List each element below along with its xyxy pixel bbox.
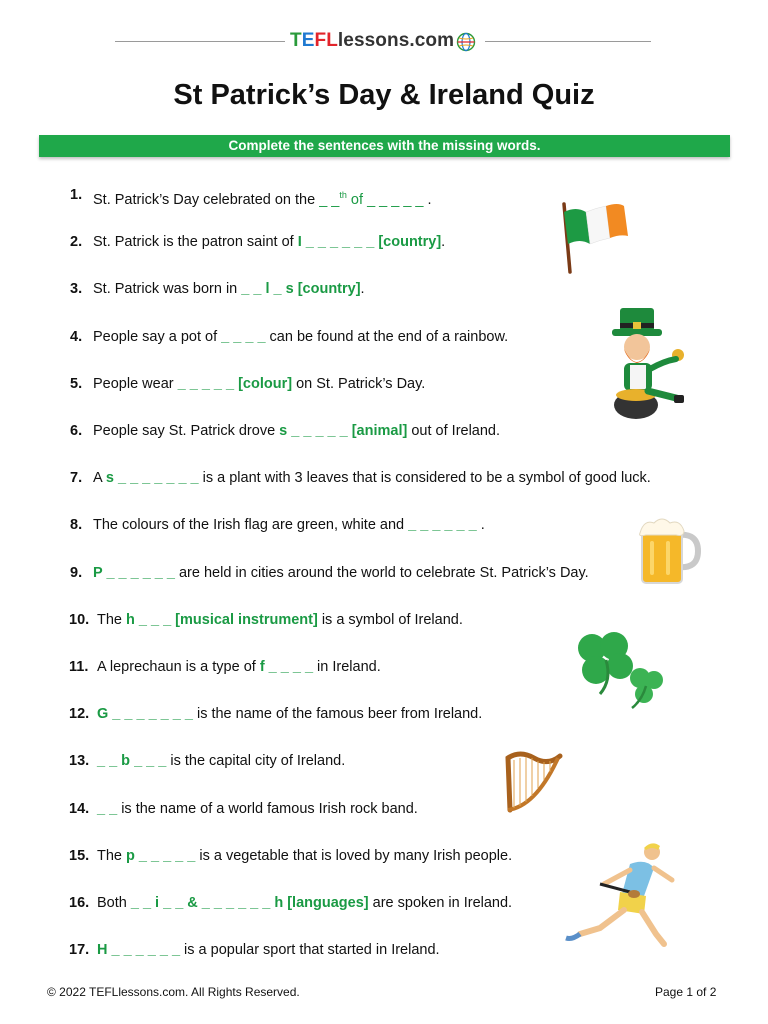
question-text <box>93 514 485 536</box>
question-number: 15. <box>69 847 90 864</box>
question-fragment: . <box>476 517 485 534</box>
answer-blank: _ _ _ _ _ <box>367 192 424 208</box>
answer-blank: _ _ b _ _ _ <box>97 753 167 770</box>
question-text <box>97 892 512 914</box>
question-fragment: St. Patrick’s Day celebrated on the <box>93 192 320 208</box>
question-fragment: Both <box>97 895 131 911</box>
leprechaun-icon <box>600 303 690 423</box>
copyright-text: © 2022 TEFLlessons.com. All Rights Reserved. <box>47 985 300 999</box>
question-number: 16. <box>69 895 90 911</box>
question-fragment: is the name of the famous beer from Ireland. <box>192 706 483 723</box>
question-fragment: in Ireland. <box>313 659 381 675</box>
answer-blank: of <box>346 192 368 208</box>
question-fragment: People say St. Patrick drove <box>93 423 280 439</box>
answer-blank: p _ _ _ _ _ <box>126 847 196 864</box>
question-text <box>97 845 512 867</box>
question-text <box>97 750 345 772</box>
question-fragment: is the capital city of Ireland. <box>166 753 346 770</box>
question-fragment: is a symbol of Ireland. <box>317 611 463 628</box>
shamrock-icon <box>566 624 668 710</box>
answer-blank: _ _ <box>319 192 340 208</box>
answer-blank: I _ _ _ _ _ _ [country] <box>297 234 442 251</box>
question-fragment: is a popular sport that started in Ireland. <box>180 942 440 959</box>
question-text <box>93 420 500 442</box>
question-text <box>97 609 463 631</box>
question-text <box>97 703 482 725</box>
question-number: 8. <box>70 517 83 534</box>
question-number: 11. <box>69 659 89 675</box>
question-text <box>93 467 651 489</box>
question-number: 5. <box>70 375 83 392</box>
irish-flag-icon <box>548 196 632 274</box>
question-text <box>93 373 425 395</box>
question-text <box>93 231 445 253</box>
question-fragment: The <box>97 847 127 864</box>
question-number: 1. <box>70 187 83 203</box>
answer-blank: _ _ l _ s [country] <box>241 281 361 298</box>
answer-blank: th <box>339 190 347 200</box>
question-number: 12. <box>69 706 90 723</box>
answer-blank: s _ _ _ _ _ _ _ <box>105 470 199 487</box>
question-text <box>97 656 381 678</box>
harp-icon <box>500 748 564 814</box>
answer-blank: P _ _ _ _ _ _ <box>93 564 175 581</box>
question-number: 9. <box>70 564 83 581</box>
question-number: 13. <box>69 753 90 770</box>
question-text <box>93 278 365 300</box>
question-fragment: The <box>97 611 127 628</box>
question-fragment: The colours of the Irish flag are green, white and <box>93 517 409 534</box>
question-fragment: People wear <box>93 375 178 392</box>
question-fragment: . <box>360 281 365 298</box>
question-fragment: out of Ireland. <box>407 423 501 439</box>
question-fragment: is a vegetable that is loved by many Irish people. <box>195 847 513 864</box>
header-rule-left <box>115 41 285 42</box>
question-number: 4. <box>70 328 83 345</box>
question-text <box>97 798 418 820</box>
question-fragment: is a plant with 3 leaves that is considered to be a symbol of good luck. <box>198 470 651 487</box>
question-number: 10. <box>69 611 90 628</box>
answer-blank: _ _ _ _ <box>221 328 266 345</box>
question-text <box>93 326 508 348</box>
hurling-player-icon <box>560 840 680 950</box>
page-number: Page 1 of 2 <box>655 985 717 999</box>
question-fragment: People say a pot of <box>93 328 222 345</box>
answer-blank: H _ _ _ _ _ _ <box>97 942 181 959</box>
question-fragment: . <box>441 234 446 251</box>
question-number: 14. <box>69 800 90 817</box>
question-fragment: A <box>93 470 106 487</box>
answer-blank: _ _ _ _ _ _ <box>408 517 477 534</box>
answer-blank: _ _ i _ _ & _ _ _ _ _ _ h [languages] <box>130 895 369 911</box>
question-number: 2. <box>70 234 83 251</box>
answer-blank: h _ _ _ [musical instrument] <box>126 611 318 628</box>
question-fragment: . <box>423 192 432 208</box>
instructions-banner: Complete the sentences with the missing words. <box>39 135 730 157</box>
question-fragment: can be found at the end of a rainbow. <box>265 328 509 345</box>
answer-blank: s _ _ _ _ _ [animal] <box>279 423 408 439</box>
answer-blank: _ _ <box>97 800 118 817</box>
question-fragment: on St. Patrick’s Day. <box>292 375 426 392</box>
globe-icon <box>456 32 476 52</box>
question-fragment: is the name of a world famous Irish rock band. <box>117 800 418 817</box>
header-rule-right <box>485 41 651 42</box>
answer-blank: _ _ _ _ _ [colour] <box>177 375 293 392</box>
question-text <box>93 184 432 211</box>
beer-mug-icon <box>636 515 710 587</box>
question-fragment: are held in cities around the world to celebrate St. Patrick’s Day. <box>174 564 589 581</box>
answer-blank: f _ _ _ _ <box>259 659 314 675</box>
site-logo[interactable]: TEFLlessons.com <box>290 30 455 51</box>
question-number: 6. <box>70 423 83 439</box>
question-fragment: A leprechaun is a type of <box>97 659 260 675</box>
question-number: 17. <box>69 942 90 959</box>
question-fragment: St. Patrick was born in <box>93 281 242 298</box>
question-fragment: are spoken in Ireland. <box>368 895 513 911</box>
question-fragment: St. Patrick is the patron saint of <box>93 234 298 251</box>
question-text <box>97 939 440 961</box>
question-text <box>93 562 589 584</box>
question-number: 3. <box>70 281 83 298</box>
question-number: 7. <box>70 470 83 487</box>
page-title: St Patrick’s Day & Ireland Quiz <box>173 79 595 111</box>
answer-blank: G _ _ _ _ _ _ _ <box>97 706 193 723</box>
header <box>0 28 768 56</box>
